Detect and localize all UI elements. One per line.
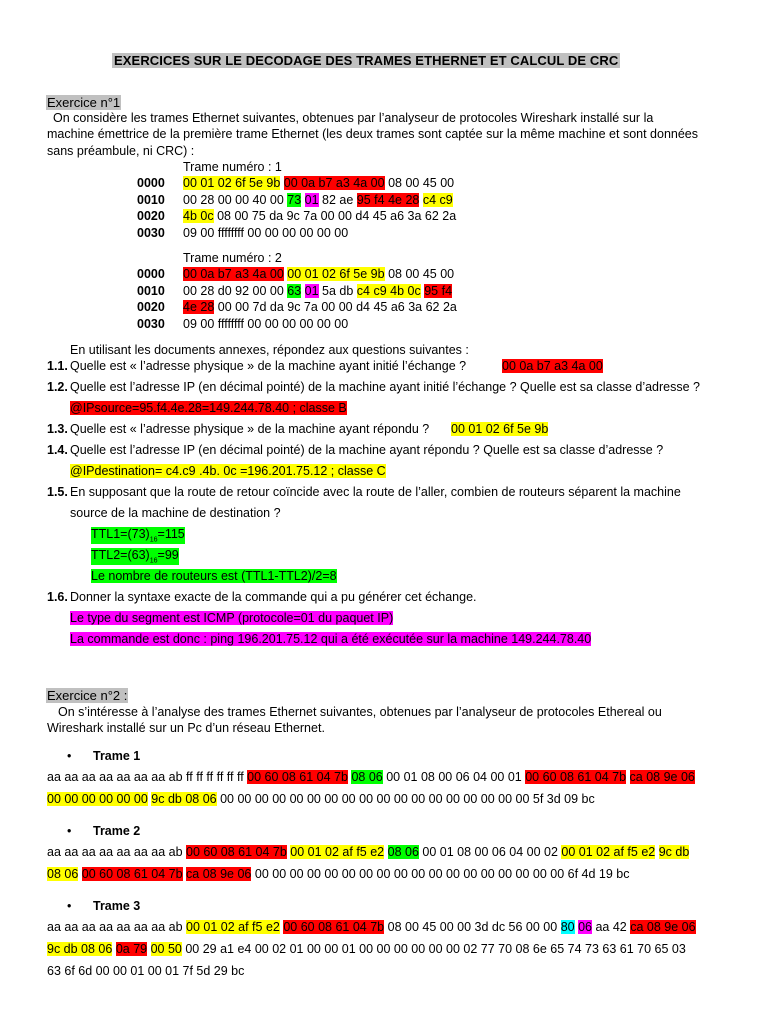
hex-segment: ca 08 9e 06 [186,867,252,881]
hex-segment: 00 60 08 61 04 7b [186,845,287,859]
hex-segment: aa 42 [591,920,631,934]
hex-segment: 00 01 02 6f 5e 9b [183,176,281,190]
q1-5-text-line-2: source de la machine de destination ? [70,506,281,520]
ex2-intro-line-1: On s’intéresse à l’analyse des trames Ethernet suivantes, obtenues par l’analyseur de protocoles Ethereal ou [58,705,662,719]
hex-segment: 63 [287,283,302,298]
q1-1-text: Quelle est « l’adresse physique » de la machine ayant initié l’échange ? [70,359,467,373]
q1-1-answer: 00 0a b7 a3 4a 00 [502,359,603,373]
bullet-icon: • [67,749,72,763]
hex-segment: 4e 28 [183,300,215,314]
hex-segment: 08 00 45 00 [384,176,455,190]
hex-segment: 00 01 02 6f 5e 9b [287,267,385,281]
hex-segment: 00 01 08 00 06 04 00 02 [418,845,562,859]
hex-segment: c4 c9 4b 0c [356,283,421,298]
hex-row-line [183,193,453,207]
ex2-intro-line-2: Wireshark installé sur un Pc d’un réseau Ethernet. [47,721,325,735]
hex-row-line [183,226,348,240]
q1-6-number: 1.6. [47,590,68,604]
questions-instruction: En utilisant les documents annexes, répondez aux questions suivantes : [70,343,469,357]
q1-2-number: 1.2. [47,380,68,394]
hex-segment: 01 [304,192,319,207]
hex-segment: 08 00 45 00 00 3d dc 56 00 00 [384,920,561,934]
trame-hex-line [47,792,595,806]
hex-segment: 9c db [658,845,690,859]
hex-segment: 00 29 a1 e4 00 02 01 00 00 01 00 00 00 00 00 00 02 77 70 08 6e 65 74 73 63 61 70 65 03 [181,942,686,956]
hex-segment: aa aa aa aa aa aa aa ab [47,845,187,859]
hex-offset: 0030 [137,316,165,331]
exercise-2-heading: Exercice n°2 : [47,688,128,703]
hex-segment: 9c db 08 06 [151,792,217,806]
hex-segment: 00 00 00 00 00 00 [47,792,148,806]
hex-segment: 08 06 [47,867,79,881]
trame-2-title: Trame 2 [93,824,141,838]
q1-6-answer-1: Le type du segment est ICMP (protocole=01 du paquet IP) [70,611,394,625]
q1-5-answer-ttl2: $TTL2=(63)_{16}=99$ [91,548,179,565]
hex-segment: 00 01 02 af f5 e2 [290,845,385,859]
hex-segment: 00 00 7d da 9c 7a 00 00 d4 45 a6 3a 62 2a [214,300,457,314]
hex-segment: 09 00 ffffffff 00 00 00 00 00 00 [183,316,349,331]
trame-hex-line [47,942,686,956]
ex1-intro-line-3: sans préambule, ni CRC) : [47,144,195,158]
q1-3-number: 1.3. [47,422,68,436]
hex-offset: 0020 [137,209,165,223]
q1-5-answer-routers: Le nombre de routeurs est (TTL1-TTL2)/2=8 [91,569,337,583]
hex-segment: 00 01 08 00 06 04 00 01 [382,770,526,784]
page-title: EXERCICES SUR LE DECODAGE DES TRAMES ETHERNET ET CALCUL DE CRC [114,53,619,68]
bullet-icon: • [67,824,72,838]
hex-segment: 08 06 [351,770,383,784]
hex-segment: 00 28 00 00 40 00 [183,192,288,207]
q1-6-text: Donner la syntaxe exacte de la commande qui a pu générer cet échange. [70,590,477,604]
hex-segment: 06 [578,920,592,934]
hex-segment [626,770,629,784]
q1-5-number: 1.5. [47,485,68,499]
trame-3-title: Trame 3 [93,899,141,913]
hex-segment: aa aa aa aa aa aa aa ab ff ff ff ff ff ff [47,770,248,784]
hex-row-line [183,267,454,281]
hex-segment: 00 60 08 61 04 7b [283,920,385,934]
hex-segment: 09 00 ffffffff 00 00 00 00 00 00 [183,225,349,240]
hex-segment: 00 50 [150,942,182,956]
hex-offset: 0010 [137,283,165,298]
ex1-intro-line-1: On considère les trames Ethernet suivantes, obtenues par l’analyseur de protocoles Wireshark installé sur la [53,111,654,125]
q1-2-answer: @IPsource=95.f4.4e.28=149.244.78.40 ; classe B [70,401,347,415]
q1-5-answer-ttl1: $TTL1=(73)_{16}=115$ [91,527,185,544]
hex-segment: 00 28 d0 92 00 00 [183,283,288,298]
hex-segment: 08 00 75 da 9c 7a 00 00 d4 45 a6 3a 62 2a [213,209,457,223]
hex-segment: 08 00 45 00 [384,267,455,281]
trame-hex-line [47,867,630,881]
q1-6-answer-2: La commande est donc : ping 196.201.75.12 qui a été exécutée sur la machine 149.244.78.40 [70,632,592,646]
hex-offset: 0000 [137,176,165,190]
q1-2-text: Quelle est l’adresse IP (en décimal pointé) de la machine ayant initié l’échange ? Quelle est sa classe d’adresse ? [70,380,700,394]
hex-segment: 80 [560,920,575,934]
hex-segment: aa aa aa aa aa aa aa ab [47,920,187,934]
hex-segment: 95 f4 [424,283,453,298]
hex-segment: 0a 79 [115,942,148,956]
hex-segment: 9c db 08 06 [47,942,113,956]
hex-segment: 63 6f 6d 00 00 01 00 01 7f 5d 29 bc [47,964,245,978]
q1-3-answer: 00 01 02 6f 5e 9b [451,422,549,436]
frame-1-label: Trame numéro : 1 [183,160,282,174]
hex-segment: 08 06 [387,845,419,859]
hex-segment: 00 60 08 61 04 7b [81,867,183,881]
hex-segment: ca 08 9e 06 [629,770,695,784]
hex-segment: 00 60 08 61 04 7b [525,770,627,784]
hex-row-line [183,209,456,223]
exercise-1-heading: Exercice n°1 [47,95,121,110]
hex-segment: 00 01 02 af f5 e2 [561,845,656,859]
hex-segment: c4 c9 [422,192,453,207]
hex-offset: 0000 [137,267,165,281]
q1-4-number: 1.4. [47,443,68,457]
hex-segment: 82 ae [318,192,357,207]
bullet-icon: • [67,899,72,913]
hex-segment: 73 [287,192,302,207]
hex-segment: ca 08 9e 06 [630,920,696,934]
hex-segment: 00 0a b7 a3 4a 00 [283,176,385,190]
q1-3-text: Quelle est « l’adresse physique » de la machine ayant répondu ? [70,422,430,436]
hex-offset: 0020 [137,300,165,314]
hex-segment: 00 01 02 af f5 e2 [186,920,280,934]
hex-segment: 01 [304,283,319,298]
hex-segment: 4b 0c [183,209,214,223]
hex-row-line [183,317,348,331]
q1-4-text: Quelle est l’adresse IP (en décimal pointé) de la machine ayant répondu ? Quelle est sa classe d’adresse ? [70,443,664,457]
hex-row-line [183,176,454,190]
frame-2-label: Trame numéro : 2 [183,251,282,265]
q1-1-number: 1.1. [47,359,68,373]
ex1-intro-line-2: machine émettrice de la première trame Ethernet (les deux trames sont captée sur la même machine et sont données [47,127,699,141]
q1-5-text-line-1: En supposant que la route de retour coïncide avec la route de l’aller, combien de routeurs séparent la machine [70,485,681,499]
hex-segment: 95 f4 4e 28 [356,192,420,207]
q1-4-answer: @IPdestination= c4.c9 .4b. 0c =196.201.75.12 ; classe C [70,464,386,478]
hex-segment: 5a db [318,283,357,298]
trame-hex-line [47,845,689,859]
trame-hex-line [47,770,695,784]
trame-1-title: Trame 1 [93,749,141,763]
hex-segment: 00 00 00 00 00 00 00 00 00 00 00 00 00 00 00 00 00 00 6f 4d 19 bc [251,867,630,881]
hex-offset: 0030 [137,225,165,240]
hex-offset: 0010 [137,192,165,207]
hex-row-line [183,300,457,314]
hex-row-line [183,284,452,298]
hex-segment: 00 00 00 00 00 00 00 00 00 00 00 00 00 00 00 00 00 00 5f 3d 09 bc [216,792,595,806]
hex-segment: 00 60 08 61 04 7b [247,770,348,784]
trame-hex-line [47,964,244,978]
trame-hex-line [47,920,696,934]
hex-segment: 00 0a b7 a3 4a 00 [183,267,284,281]
